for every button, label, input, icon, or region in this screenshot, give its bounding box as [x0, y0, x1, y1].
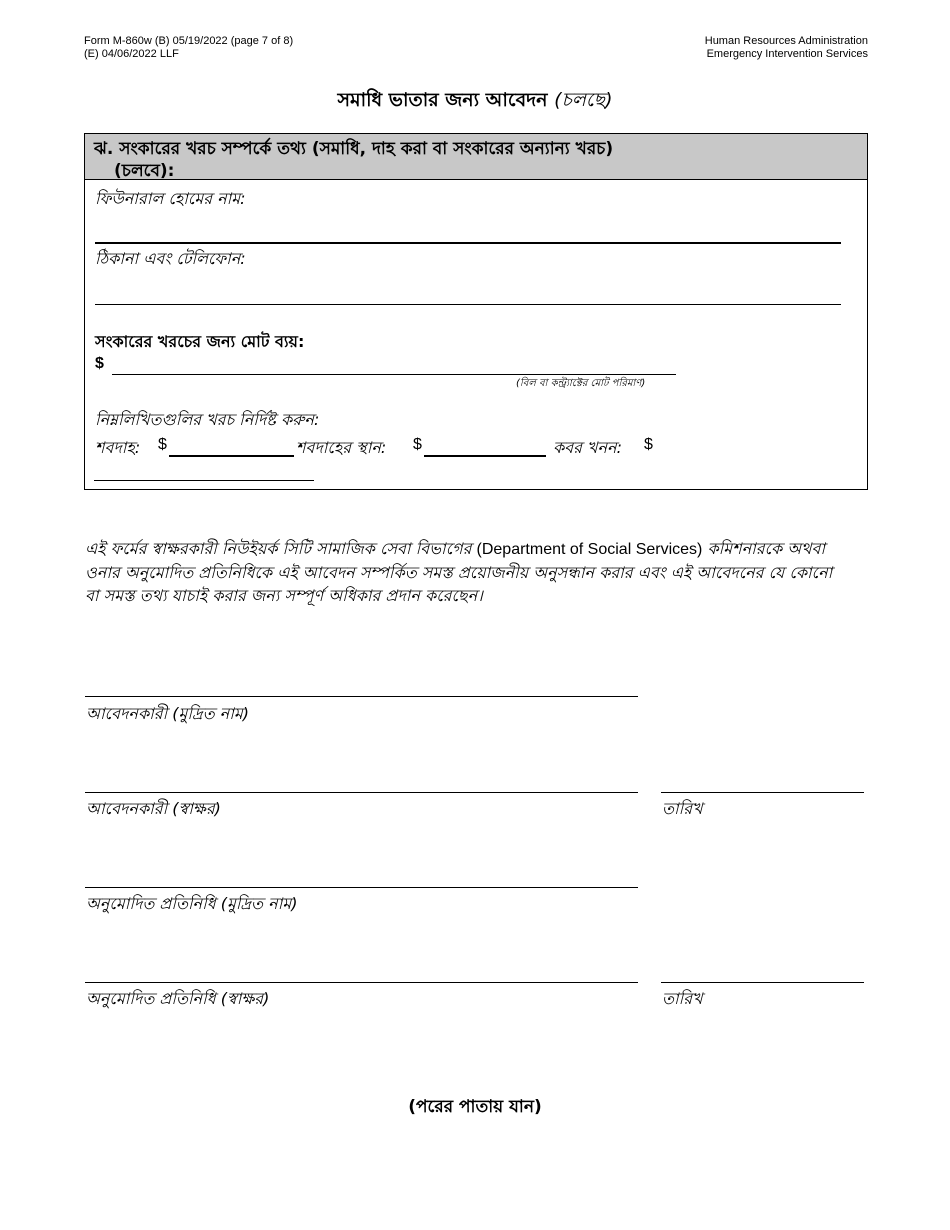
address-phone-label: ঠিকানা এবং টেলিফোন:	[95, 249, 246, 268]
title-main: সমাধি ভাতার জন্য আবেদন	[337, 89, 548, 111]
applicant-date-line[interactable]	[661, 792, 864, 793]
continue-note: (পরের পাতায় যান)	[408, 1097, 542, 1117]
applicant-date-label: তারিখ	[662, 799, 703, 818]
applicant-signature-line[interactable]	[85, 792, 638, 793]
address-phone-input[interactable]	[95, 304, 841, 305]
total-cost-input[interactable]	[112, 374, 676, 375]
authorization-part2: কমিশনারকে অথবা ওনার অনুমোদিত প্রতিনিধিকে এই আবেদন সম্পর্কিত সমস্ত প্রয়োজনীয় অনুসন্ধান করার এবং এই আবেদনের যে কোনো বা সমস্ত তথ্য যাচাই করার জন্য সম্পূর্ণ অধিকার প্রদান করেছেন।	[85, 539, 833, 605]
rep-signature-label: অনুমোদিত প্রতিনিধি (স্বাক্ষর)	[86, 989, 270, 1008]
section-i-heading	[85, 134, 867, 180]
specify-label: নিম্নলিখিতগুলির খরচ নির্দিষ্ট করুন:	[95, 410, 320, 429]
form-revision: (E) 04/06/2022 LLF	[84, 48, 179, 60]
authorization-text	[85, 537, 850, 607]
agency-block	[705, 35, 868, 61]
grave-digging-input[interactable]	[94, 480, 314, 481]
section-i-heading-line2: (চলবে):	[114, 161, 175, 181]
page-title	[0, 86, 950, 118]
form-id	[84, 35, 293, 61]
section-i-heading-line1: ঝ. সংকারের খরচ সম্পর্কে তথ্য (সমাধি, দাহ করা বা সংকারের অন্যান্য খরচ)	[94, 139, 614, 159]
total-cost-dollar: $	[95, 355, 104, 372]
applicant-printed-label: আবেদনকারী (মুদ্রিত নাম)	[86, 704, 249, 723]
applicant-signature-label: আবেদনকারী (স্বাক্ষর)	[86, 799, 221, 818]
cremation-place-label: শবদাহের স্থান:	[296, 438, 387, 457]
applicant-printed-line[interactable]	[85, 696, 638, 697]
grave-digging-label: কবর খনন:	[553, 438, 622, 457]
total-cost-label: সংকারের খরচের জন্য মোট ব্যয়:	[95, 332, 305, 351]
rep-printed-label: অনুমোদিত প্রতিনিধি (মুদ্রিত নাম)	[86, 894, 298, 913]
rep-date-label: তারিখ	[662, 989, 703, 1008]
division-name: Emergency Intervention Services	[706, 48, 868, 60]
title-continued: (চলছে)	[554, 89, 613, 111]
authorization-english: (Department of Social Services)	[476, 541, 703, 558]
cremation-label: শবদাহ:	[95, 438, 141, 457]
agency-name: Human Resources Administration	[704, 35, 868, 47]
grave-digging-dollar: $	[644, 436, 653, 453]
rep-date-line[interactable]	[661, 982, 864, 983]
rep-printed-line[interactable]	[85, 887, 638, 888]
cremation-place-dollar: $	[413, 436, 422, 453]
funeral-home-input[interactable]	[95, 242, 841, 244]
cremation-dollar: $	[158, 436, 167, 453]
cremation-input[interactable]	[169, 455, 294, 457]
bill-note: (বিল বা কন্ট্র্যাক্টের মোট পরিমাণ)	[516, 378, 646, 389]
form-number: Form M-860w (B) 05/19/2022 (page 7 of 8)	[84, 35, 294, 47]
authorization-part1: এই ফর্মের স্বাক্ষরকারী নিউইয়র্ক সিটি সামাজিক সেবা বিভাগের	[85, 539, 477, 558]
cremation-place-input[interactable]	[424, 455, 546, 457]
funeral-home-label: ফিউনারাল হোমের নাম:	[95, 189, 246, 208]
rep-signature-line[interactable]	[85, 982, 638, 983]
